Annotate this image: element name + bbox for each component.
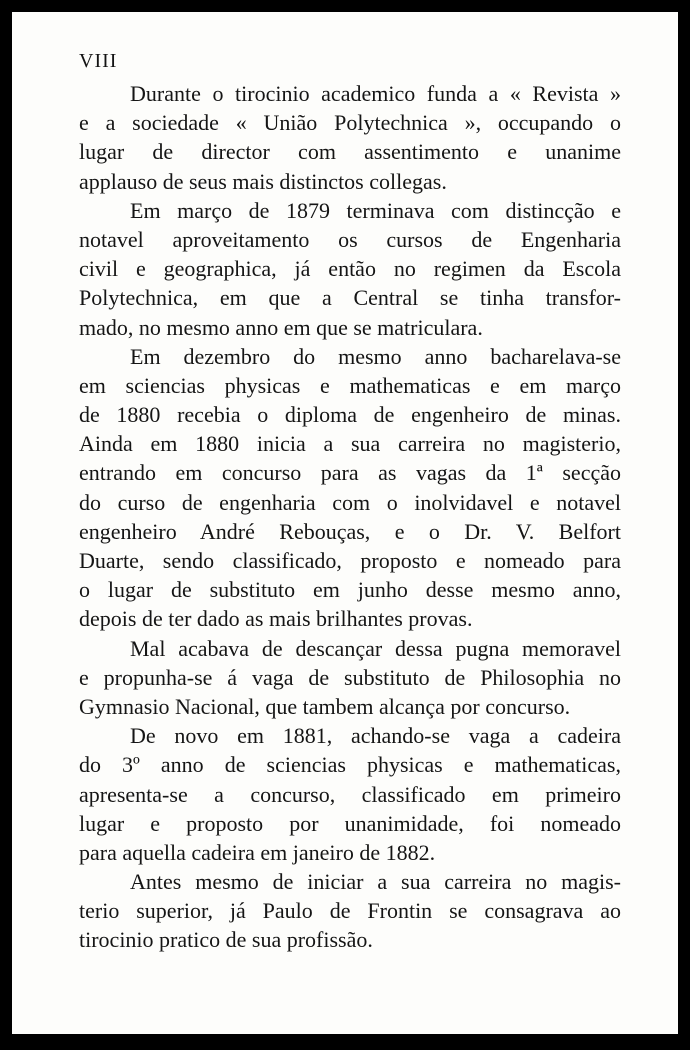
text-line: de 1880 recebia o diploma de engenheiro de minas. [79, 402, 621, 428]
text-line: Gymnasio Nacional, que tambem alcança por concurso. [79, 693, 571, 719]
text-line: Mal acabava de descançar dessa pugna memoravel [130, 635, 621, 661]
text-line: applauso de seus mais distinctos collegas. [79, 168, 447, 194]
text-line: engenheiro André Rebouças, e o Dr. V. Belfort [79, 518, 621, 544]
text-line: depois de ter dado as mais brilhantes provas. [79, 606, 473, 632]
text-line: do 3º anno de sciencias physicas e mathematicas, [79, 752, 621, 778]
text-line: tirocinio pratico de sua profissão. [79, 927, 373, 953]
text-line: Antes mesmo de iniciar a sua carreira no magis- [130, 869, 621, 895]
text-line: Polytechnica, em que a Central se tinha transfor- [79, 285, 621, 311]
text-line: lugar de director com assentimento e unanime [79, 139, 621, 165]
paragraph [79, 721, 621, 867]
text-line: Ainda em 1880 inicia a sua carreira no magisterio, [79, 431, 621, 457]
text-line: do curso de engenharia com o inolvidavel e notavel [79, 489, 621, 515]
text-line: o lugar de substituto em junho desse mesmo anno, [79, 577, 621, 603]
text-line: e propunha-se á vaga de substituto de Philosophia no [79, 664, 621, 690]
text-line: para aquella cadeira em janeiro de 1882. [79, 839, 436, 865]
text-line: Em dezembro do mesmo anno bacharelava-se [130, 343, 621, 369]
paragraph [79, 634, 621, 722]
text-line: em sciencias physicas e mathematicas e em março [79, 372, 621, 398]
text-line: De novo em 1881, achando-se vaga a cadeira [130, 723, 621, 749]
body-text [79, 79, 621, 955]
paragraph [79, 196, 621, 342]
paragraph [79, 342, 621, 634]
text-line: mado, no mesmo anno em que se matriculara. [79, 314, 483, 340]
page-number: VIII [79, 50, 118, 72]
text-line: apresenta-se a concurso, classificado em primeiro [79, 781, 621, 807]
text-line: Duarte, sendo classificado, proposto e nomeado para [79, 548, 621, 573]
text-line: Em março de 1879 terminava com distincção e [130, 197, 621, 223]
text-line: notavel aproveitamento os cursos de Engenharia [79, 226, 621, 252]
book-page [12, 12, 678, 1034]
text-line: lugar e proposto por unanimidade, foi nomeado [79, 810, 621, 836]
text-line: entrando em concurso para as vagas da 1ª secção [79, 460, 621, 486]
text-line: terio superior, já Paulo de Frontin se consagrava ao [79, 898, 621, 924]
paragraph [79, 79, 621, 196]
paragraph [79, 867, 621, 955]
text-line: e a sociedade « União Polytechnica », occupando o [79, 110, 621, 136]
text-line: Durante o tirocinio academico funda a « Revista » [130, 81, 621, 106]
text-line: civil e geographica, já então no regimen da Escola [79, 256, 621, 282]
